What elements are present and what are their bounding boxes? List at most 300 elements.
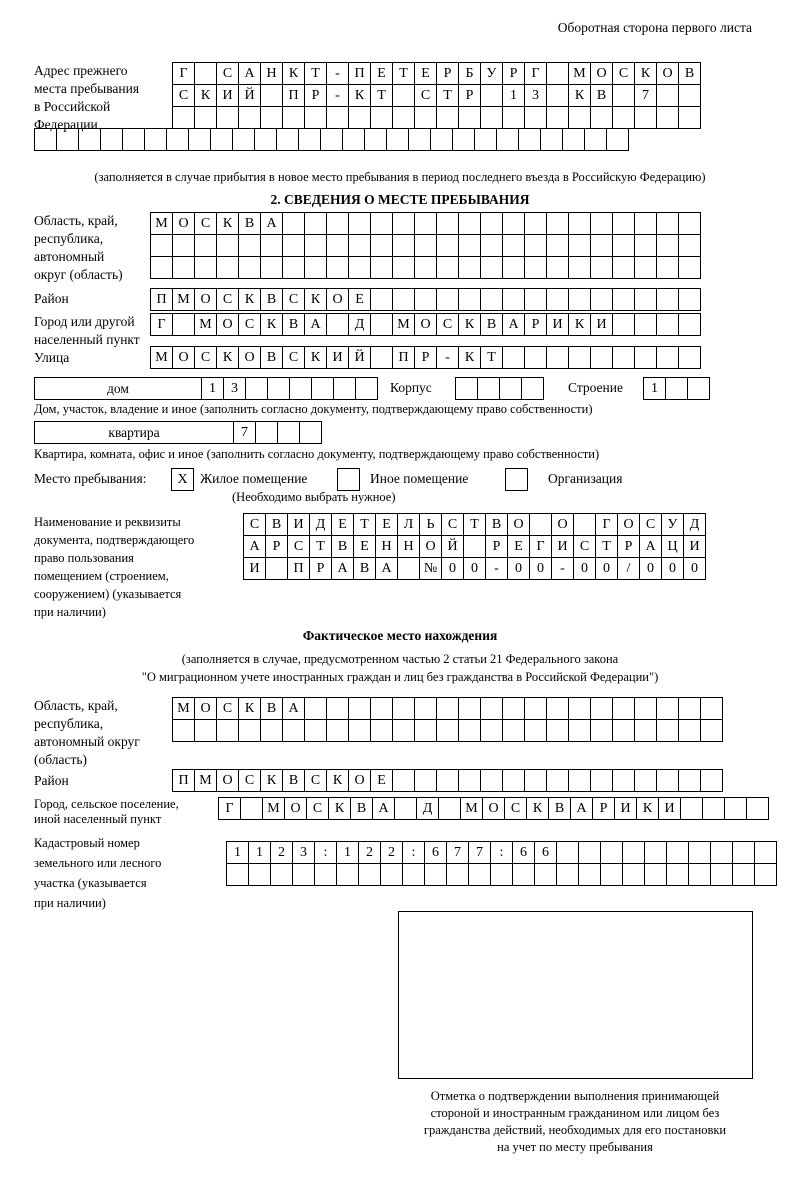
char-cell[interactable]: А <box>304 313 327 336</box>
char-cell[interactable] <box>480 697 503 720</box>
char-cell[interactable]: Й <box>238 84 261 107</box>
char-cell[interactable]: 1 <box>248 841 271 864</box>
char-cell[interactable]: / <box>617 557 640 580</box>
char-cell[interactable]: А <box>282 697 305 720</box>
char-cell[interactable]: 7 <box>233 421 256 444</box>
char-cell[interactable] <box>656 256 679 279</box>
char-cell[interactable] <box>232 128 255 151</box>
char-cell[interactable] <box>622 841 645 864</box>
char-cell[interactable]: С <box>304 769 327 792</box>
char-cell[interactable]: А <box>639 535 662 558</box>
char-cell[interactable]: С <box>436 313 459 336</box>
char-cell[interactable]: К <box>458 313 481 336</box>
char-cell[interactable]: У <box>480 62 503 85</box>
place-type-checkbox-organizaciya[interactable] <box>505 468 528 491</box>
char-cell[interactable] <box>590 346 613 369</box>
char-cell[interactable]: И <box>614 797 637 820</box>
char-cell[interactable] <box>680 797 703 820</box>
char-cell[interactable]: 0 <box>529 557 552 580</box>
char-cell[interactable] <box>732 841 755 864</box>
char-cell[interactable]: К <box>282 62 305 85</box>
char-cell[interactable] <box>455 377 478 400</box>
char-cell[interactable] <box>568 719 591 742</box>
char-cell[interactable] <box>320 128 343 151</box>
char-cell[interactable]: О <box>284 797 307 820</box>
char-cell[interactable] <box>326 212 349 235</box>
char-cell[interactable]: С <box>216 288 239 311</box>
char-cell[interactable] <box>700 769 723 792</box>
char-cell[interactable]: К <box>216 212 239 235</box>
char-cell[interactable] <box>480 84 503 107</box>
char-cell[interactable]: С <box>306 797 329 820</box>
char-cell[interactable] <box>480 769 503 792</box>
char-cell[interactable] <box>656 346 679 369</box>
char-cell[interactable]: Р <box>524 313 547 336</box>
char-cell[interactable]: Г <box>595 513 618 536</box>
char-cell[interactable] <box>304 256 327 279</box>
char-cell[interactable]: Ц <box>661 535 684 558</box>
prev-address-row-3[interactable] <box>172 106 700 129</box>
char-cell[interactable]: : <box>490 841 513 864</box>
char-cell[interactable]: С <box>238 313 261 336</box>
char-cell[interactable]: 1 <box>201 377 224 400</box>
char-cell[interactable] <box>524 346 547 369</box>
char-cell[interactable] <box>424 863 447 886</box>
actual-region-row-2[interactable] <box>172 719 722 742</box>
char-cell[interactable]: В <box>282 769 305 792</box>
char-cell[interactable] <box>524 256 547 279</box>
char-cell[interactable]: М <box>460 797 483 820</box>
char-cell[interactable]: Е <box>414 62 437 85</box>
char-cell[interactable]: О <box>348 769 371 792</box>
char-cell[interactable]: - <box>326 84 349 107</box>
char-cell[interactable]: 0 <box>507 557 530 580</box>
char-cell[interactable] <box>546 212 569 235</box>
char-cell[interactable]: 3 <box>292 841 315 864</box>
char-cell[interactable] <box>644 863 667 886</box>
actual-district-row[interactable] <box>172 769 722 792</box>
char-cell[interactable]: С <box>243 513 266 536</box>
char-cell[interactable] <box>732 863 755 886</box>
document-row-2[interactable] <box>243 535 705 558</box>
char-cell[interactable]: 1 <box>226 841 249 864</box>
char-cell[interactable]: О <box>617 513 640 536</box>
char-cell[interactable] <box>282 106 305 129</box>
char-cell[interactable] <box>100 128 123 151</box>
char-cell[interactable] <box>546 288 569 311</box>
char-cell[interactable] <box>634 234 657 257</box>
char-cell[interactable] <box>289 377 312 400</box>
char-cell[interactable] <box>521 377 544 400</box>
char-cell[interactable] <box>634 313 657 336</box>
char-cell[interactable]: К <box>636 797 659 820</box>
char-cell[interactable]: 2 <box>358 841 381 864</box>
char-cell[interactable] <box>688 841 711 864</box>
char-cell[interactable]: О <box>238 346 261 369</box>
prev-address-row-4[interactable] <box>34 128 628 151</box>
char-cell[interactable]: К <box>238 288 261 311</box>
char-cell[interactable] <box>458 719 481 742</box>
char-cell[interactable]: М <box>194 769 217 792</box>
char-cell[interactable]: Й <box>441 535 464 558</box>
char-cell[interactable]: О <box>414 313 437 336</box>
document-row-1[interactable] <box>243 513 705 536</box>
prev-address-row-1[interactable] <box>172 62 700 85</box>
char-cell[interactable] <box>355 377 378 400</box>
char-cell[interactable] <box>568 256 591 279</box>
char-cell[interactable] <box>634 769 657 792</box>
char-cell[interactable] <box>414 256 437 279</box>
char-cell[interactable] <box>578 841 601 864</box>
char-cell[interactable] <box>578 863 601 886</box>
char-cell[interactable] <box>304 697 327 720</box>
house-cells[interactable] <box>201 377 377 400</box>
char-cell[interactable] <box>529 513 552 536</box>
char-cell[interactable] <box>499 377 522 400</box>
region-row-1[interactable] <box>150 212 700 235</box>
char-cell[interactable]: Р <box>309 557 332 580</box>
char-cell[interactable] <box>590 769 613 792</box>
char-cell[interactable] <box>606 128 629 151</box>
char-cell[interactable]: 6 <box>424 841 447 864</box>
char-cell[interactable]: В <box>350 797 373 820</box>
char-cell[interactable] <box>342 128 365 151</box>
char-cell[interactable] <box>546 234 569 257</box>
char-cell[interactable] <box>436 106 459 129</box>
char-cell[interactable]: С <box>504 797 527 820</box>
char-cell[interactable] <box>276 128 299 151</box>
char-cell[interactable] <box>172 234 195 257</box>
char-cell[interactable] <box>546 697 569 720</box>
char-cell[interactable]: А <box>331 557 354 580</box>
char-cell[interactable] <box>573 513 596 536</box>
char-cell[interactable]: Д <box>683 513 706 536</box>
char-cell[interactable]: Н <box>375 535 398 558</box>
char-cell[interactable] <box>656 288 679 311</box>
char-cell[interactable]: Е <box>370 769 393 792</box>
char-cell[interactable] <box>370 313 393 336</box>
char-cell[interactable]: И <box>326 346 349 369</box>
document-row-3[interactable] <box>243 557 705 580</box>
char-cell[interactable] <box>446 863 469 886</box>
char-cell[interactable] <box>436 234 459 257</box>
char-cell[interactable] <box>634 719 657 742</box>
char-cell[interactable]: 7 <box>634 84 657 107</box>
char-cell[interactable] <box>392 234 415 257</box>
char-cell[interactable] <box>194 256 217 279</box>
char-cell[interactable] <box>34 128 57 151</box>
char-cell[interactable] <box>452 128 475 151</box>
char-cell[interactable]: С <box>216 697 239 720</box>
char-cell[interactable] <box>746 797 769 820</box>
char-cell[interactable] <box>634 288 657 311</box>
char-cell[interactable]: 0 <box>639 557 662 580</box>
char-cell[interactable]: Р <box>304 84 327 107</box>
char-cell[interactable] <box>304 106 327 129</box>
char-cell[interactable] <box>468 863 491 886</box>
char-cell[interactable] <box>436 288 459 311</box>
char-cell[interactable]: О <box>482 797 505 820</box>
char-cell[interactable] <box>304 234 327 257</box>
char-cell[interactable]: В <box>548 797 571 820</box>
char-cell[interactable] <box>265 557 288 580</box>
char-cell[interactable] <box>590 719 613 742</box>
char-cell[interactable] <box>348 212 371 235</box>
char-cell[interactable]: Р <box>485 535 508 558</box>
char-cell[interactable] <box>524 769 547 792</box>
char-cell[interactable]: - <box>326 62 349 85</box>
char-cell[interactable]: В <box>331 535 354 558</box>
char-cell[interactable]: К <box>526 797 549 820</box>
char-cell[interactable]: Е <box>331 513 354 536</box>
char-cell[interactable] <box>436 719 459 742</box>
char-cell[interactable]: Е <box>507 535 530 558</box>
char-cell[interactable]: - <box>436 346 459 369</box>
char-cell[interactable]: М <box>150 346 173 369</box>
char-cell[interactable] <box>474 128 497 151</box>
char-cell[interactable]: Л <box>397 513 420 536</box>
char-cell[interactable]: Б <box>458 62 481 85</box>
char-cell[interactable]: В <box>260 697 283 720</box>
char-cell[interactable]: А <box>375 557 398 580</box>
char-cell[interactable]: Р <box>265 535 288 558</box>
char-cell[interactable] <box>364 128 387 151</box>
char-cell[interactable] <box>665 377 688 400</box>
char-cell[interactable] <box>678 288 701 311</box>
char-cell[interactable]: 0 <box>595 557 618 580</box>
char-cell[interactable] <box>326 106 349 129</box>
char-cell[interactable] <box>336 863 359 886</box>
char-cell[interactable] <box>496 128 519 151</box>
char-cell[interactable]: Н <box>397 535 420 558</box>
char-cell[interactable]: К <box>458 346 481 369</box>
char-cell[interactable] <box>392 212 415 235</box>
region-row-3[interactable] <box>150 256 700 279</box>
char-cell[interactable] <box>194 106 217 129</box>
char-cell[interactable]: А <box>570 797 593 820</box>
char-cell[interactable] <box>438 797 461 820</box>
char-cell[interactable]: 1 <box>643 377 666 400</box>
char-cell[interactable] <box>333 377 356 400</box>
char-cell[interactable] <box>358 863 381 886</box>
char-cell[interactable]: У <box>661 513 684 536</box>
char-cell[interactable] <box>392 697 415 720</box>
char-cell[interactable] <box>634 212 657 235</box>
char-cell[interactable] <box>304 212 327 235</box>
char-cell[interactable]: Е <box>370 62 393 85</box>
char-cell[interactable] <box>524 288 547 311</box>
char-cell[interactable]: К <box>568 313 591 336</box>
char-cell[interactable]: М <box>150 212 173 235</box>
stamp-area-box[interactable] <box>398 911 753 1079</box>
char-cell[interactable]: В <box>480 313 503 336</box>
char-cell[interactable] <box>502 234 525 257</box>
char-cell[interactable] <box>678 106 701 129</box>
char-cell[interactable] <box>414 234 437 257</box>
char-cell[interactable] <box>144 128 167 151</box>
char-cell[interactable]: М <box>392 313 415 336</box>
char-cell[interactable] <box>172 313 195 336</box>
char-cell[interactable] <box>392 769 415 792</box>
char-cell[interactable]: Р <box>502 62 525 85</box>
actual-region-row-1[interactable] <box>172 697 722 720</box>
char-cell[interactable] <box>568 346 591 369</box>
char-cell[interactable] <box>612 106 635 129</box>
char-cell[interactable] <box>397 557 420 580</box>
char-cell[interactable] <box>458 212 481 235</box>
char-cell[interactable]: Д <box>309 513 332 536</box>
char-cell[interactable]: 1 <box>502 84 525 107</box>
char-cell[interactable] <box>458 288 481 311</box>
char-cell[interactable] <box>678 234 701 257</box>
char-cell[interactable]: Р <box>617 535 640 558</box>
char-cell[interactable]: А <box>243 535 266 558</box>
char-cell[interactable] <box>612 769 635 792</box>
char-cell[interactable] <box>600 863 623 886</box>
char-cell[interactable] <box>408 128 431 151</box>
char-cell[interactable] <box>282 719 305 742</box>
char-cell[interactable]: И <box>287 513 310 536</box>
char-cell[interactable] <box>188 128 211 151</box>
char-cell[interactable] <box>299 421 322 444</box>
char-cell[interactable]: К <box>348 84 371 107</box>
char-cell[interactable] <box>754 863 777 886</box>
char-cell[interactable] <box>370 719 393 742</box>
char-cell[interactable] <box>260 106 283 129</box>
char-cell[interactable]: Й <box>348 346 371 369</box>
char-cell[interactable] <box>600 841 623 864</box>
char-cell[interactable]: Т <box>370 84 393 107</box>
char-cell[interactable]: 0 <box>573 557 596 580</box>
char-cell[interactable] <box>255 421 278 444</box>
char-cell[interactable] <box>546 346 569 369</box>
char-cell[interactable] <box>150 234 173 257</box>
char-cell[interactable] <box>702 797 725 820</box>
char-cell[interactable] <box>402 863 425 886</box>
char-cell[interactable]: С <box>414 84 437 107</box>
char-cell[interactable]: : <box>402 841 425 864</box>
char-cell[interactable] <box>348 234 371 257</box>
char-cell[interactable] <box>348 106 371 129</box>
char-cell[interactable] <box>348 256 371 279</box>
char-cell[interactable]: С <box>612 62 635 85</box>
char-cell[interactable] <box>216 106 239 129</box>
char-cell[interactable] <box>546 769 569 792</box>
char-cell[interactable] <box>216 256 239 279</box>
char-cell[interactable]: К <box>238 697 261 720</box>
char-cell[interactable] <box>326 234 349 257</box>
char-cell[interactable]: М <box>262 797 285 820</box>
char-cell[interactable] <box>436 769 459 792</box>
char-cell[interactable] <box>656 84 679 107</box>
city-row-1[interactable] <box>150 313 700 336</box>
place-type-checkbox-zhiloe[interactable]: X <box>171 468 194 491</box>
char-cell[interactable]: 0 <box>683 557 706 580</box>
char-cell[interactable] <box>656 719 679 742</box>
char-cell[interactable] <box>386 128 409 151</box>
char-cell[interactable]: 6 <box>512 841 535 864</box>
cadastre-row-2[interactable] <box>226 863 776 886</box>
char-cell[interactable] <box>634 256 657 279</box>
char-cell[interactable]: К <box>260 769 283 792</box>
char-cell[interactable] <box>458 106 481 129</box>
char-cell[interactable] <box>298 128 321 151</box>
char-cell[interactable] <box>590 697 613 720</box>
char-cell[interactable] <box>524 719 547 742</box>
char-cell[interactable] <box>612 84 635 107</box>
char-cell[interactable] <box>414 212 437 235</box>
char-cell[interactable] <box>644 841 667 864</box>
char-cell[interactable]: Т <box>436 84 459 107</box>
char-cell[interactable] <box>590 256 613 279</box>
char-cell[interactable]: С <box>282 288 305 311</box>
char-cell[interactable]: Г <box>524 62 547 85</box>
char-cell[interactable] <box>556 841 579 864</box>
char-cell[interactable]: 0 <box>441 557 464 580</box>
char-cell[interactable]: Е <box>348 288 371 311</box>
char-cell[interactable] <box>260 719 283 742</box>
char-cell[interactable]: К <box>328 797 351 820</box>
char-cell[interactable] <box>540 128 563 151</box>
char-cell[interactable] <box>678 697 701 720</box>
char-cell[interactable] <box>210 128 233 151</box>
char-cell[interactable] <box>370 234 393 257</box>
char-cell[interactable] <box>392 719 415 742</box>
char-cell[interactable] <box>568 106 591 129</box>
char-cell[interactable] <box>612 346 635 369</box>
char-cell[interactable]: 7 <box>446 841 469 864</box>
char-cell[interactable] <box>458 769 481 792</box>
char-cell[interactable] <box>260 84 283 107</box>
char-cell[interactable]: О <box>590 62 613 85</box>
char-cell[interactable] <box>656 106 679 129</box>
char-cell[interactable]: 0 <box>463 557 486 580</box>
char-cell[interactable] <box>226 863 249 886</box>
char-cell[interactable]: Р <box>436 62 459 85</box>
char-cell[interactable]: Т <box>353 513 376 536</box>
char-cell[interactable] <box>480 256 503 279</box>
char-cell[interactable] <box>122 128 145 151</box>
actual-city-row[interactable] <box>218 797 768 820</box>
char-cell[interactable] <box>524 212 547 235</box>
char-cell[interactable] <box>380 863 403 886</box>
char-cell[interactable] <box>568 769 591 792</box>
char-cell[interactable] <box>546 719 569 742</box>
char-cell[interactable]: С <box>441 513 464 536</box>
char-cell[interactable]: Д <box>348 313 371 336</box>
char-cell[interactable] <box>687 377 710 400</box>
char-cell[interactable]: И <box>216 84 239 107</box>
char-cell[interactable]: Т <box>595 535 618 558</box>
char-cell[interactable]: № <box>419 557 442 580</box>
char-cell[interactable]: 2 <box>270 841 293 864</box>
char-cell[interactable] <box>370 106 393 129</box>
char-cell[interactable]: 2 <box>380 841 403 864</box>
char-cell[interactable] <box>710 841 733 864</box>
char-cell[interactable] <box>656 697 679 720</box>
char-cell[interactable] <box>238 256 261 279</box>
street-row[interactable] <box>150 346 700 369</box>
char-cell[interactable]: М <box>568 62 591 85</box>
char-cell[interactable] <box>546 84 569 107</box>
char-cell[interactable]: Т <box>392 62 415 85</box>
char-cell[interactable] <box>370 256 393 279</box>
char-cell[interactable]: Р <box>592 797 615 820</box>
char-cell[interactable] <box>458 697 481 720</box>
char-cell[interactable]: П <box>287 557 310 580</box>
char-cell[interactable] <box>524 106 547 129</box>
char-cell[interactable]: А <box>372 797 395 820</box>
